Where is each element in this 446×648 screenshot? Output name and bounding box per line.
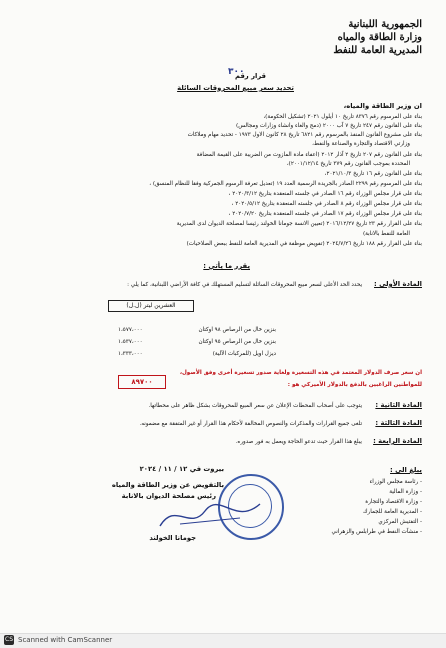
price-row-value: ١،٥٣٧،٠٠٠ (118, 339, 143, 345)
handwritten-signature (150, 496, 270, 536)
exchange-line1: ان سعر صرف الدولار المعتمد في هذه التسعيرة ولغاية صدور تسعيرة أخرى وفق الأصول، (179, 370, 422, 376)
article4-text: يبلغ هذا القرار حيث تدعو الحاجة ويعمل به فور صدوره. (235, 439, 362, 445)
distribution-item: - رئاسة مجلس الوزراء (369, 479, 422, 485)
signature-title: رئيس مصلحة الديوان بالانابة (121, 492, 216, 500)
preamble-line: بناء على المرسوم رقم ٢٢٩٩ الصادر بالجريدة الرسمية العدد ١٩ (تعديل تعرفة الرسوم الجمركية وفقا للنظام المنسق) ، (149, 181, 422, 187)
preamble-line: بناء على القرار رقم ١٨٨ تاريخ ٢٠٢٤/٧/٢٦ (تفويض موظفة في المديرية العامة للنفط ببعض الصلاحيات) (186, 241, 422, 247)
camscanner-icon: CS (5, 636, 13, 643)
price-row-product: بنزين خال من الرصاص ٩٨ اوكتان (198, 327, 276, 333)
article3-text: تلغى جميع القرارات والمذكرات والنصوص المخالفة لأحكام هذا القرار أو غير المتفقة مع مضمونه. (139, 421, 362, 427)
signature-date: بيروت في ١٢ / ١١ / ٢٠٢٤ (139, 465, 224, 473)
article4-label: المادة الرابعة : (373, 437, 422, 445)
price-row-value: ١،٣٣٣،٠٠٠ (118, 351, 143, 357)
scanner-label: Scanned with CamScanner (18, 636, 113, 644)
distribution-title: يبلغ الى : (390, 466, 422, 474)
article2-text: يتوجب على أصحاب المحطات الإعلان عن سعر المبيع للمحروقات بشكل ظاهر على محطاتها. (148, 403, 362, 409)
preamble-line: المحددة بموجب القانون رقم ٣٧٩ تاريخ ٢٠٠١/١٢/١٤)، (286, 161, 410, 167)
distribution-item: - وزارة المالية (389, 489, 422, 495)
signature-name: جومانا الخولند (149, 534, 196, 542)
decision-subject: تحديد سعر مبيع المحروقات السائلة (177, 84, 294, 92)
exchange-rate-box: ٨٩٧٠٠ (118, 375, 166, 389)
header-republic: الجمهورية اللبنانية (348, 19, 422, 30)
header-ministry: وزارة الطاقة والمياه (337, 32, 422, 43)
preamble-line: بناء على قرار مجلس الوزراء رقم ١٧ الصادر في جلسته المنعقدة بتاريخ ٢٠٢٠/٧/٢٠ ، (228, 211, 422, 217)
scanner-footer (0, 633, 446, 648)
exchange-line2: للمواطنين الراغبين بالدفع بالدولار الأميركي هو : (287, 382, 422, 388)
price-row-product: ديزل اويل (للمركبات الآلية) (212, 351, 276, 357)
distribution-item: - وزارة الاقتصاد والتجارة (365, 499, 422, 505)
header-directorate: المديرية العامة للنفط (333, 45, 422, 56)
distribution-item: - المديرية العامة للجمارك (362, 509, 422, 515)
signature-delegation: بالتفويض عن وزير الطاقة والمياه (111, 481, 224, 489)
preamble-line: بناء على مشروع القانون المنفذ بالمرسوم رقم ٦٨٢١ تاريخ ٢٨ كانون الاول ١٩٧٣ - تحديد مهام وملاكات (187, 132, 422, 138)
preamble-line: بناء على قرار مجلس الوزراء رقم ١٦ الصادر في جلسته المنعقدة بتاريخ ٢٠٢٠/٣/١٢ ، (228, 191, 422, 197)
distribution-item: - التفتيش المركزي (378, 519, 422, 525)
preamble-line: بناء على المرسوم رقم ٨٣٧٦ تاريخ ١٠ أيلول ٢٠٢١ (تشكيل الحكومة)، (263, 114, 422, 120)
preamble-line: بناء على القانون رقم ٢٤٧ تاريخ ٧ آب ٢٠٠٠ (دمج والغاء وانشاء وزارات ومجالس) (236, 123, 422, 129)
price-row-product: بنزين خال من الرصاص ٩٥ اوكتان (198, 339, 276, 345)
article2-label: المادة الثانية : (375, 401, 422, 409)
preamble-line: بناء على القانون رقم ١٦ تاريخ ٢٠٢١/١٠/٣، (324, 171, 422, 177)
decision-number: ٣٠٠ (228, 67, 245, 77)
preamble-line: بناء على قرار مجلس الوزراء رقم ٨ الصادر في جلسته المنعقدة بتاريخ ٢٠٢٠/٥/١٢ ، (231, 201, 422, 207)
price-table-header: (ل.ل) العشرين ليتر (108, 300, 194, 312)
decides-heading: يقرر ما يأتي : (203, 262, 250, 270)
decision-number-label: قرار رقم (235, 72, 266, 80)
article3-label: المادة الثالثة : (375, 419, 422, 427)
preamble-intro: ان وزير الطاقة والمياه، (343, 102, 422, 110)
preamble-line: وزارتي الاقتصاد والتجارة والصناعة والنفط، (312, 141, 410, 147)
price-row-value: ١،٥٧٧،٠٠٠ (118, 327, 143, 333)
preamble-line: بناء على القرار رقم ٢٣ تاريخ ٢٠١٦/١٢/٢٧ (تعيين الانسة جومانا الخولند رئيسا لمصلحة الديوان لدى المديرية (176, 221, 422, 227)
article1-text: يحدد الحد الأعلى لسعر مبيع المحروقات السائلة لتسليم المستهلك في كافة الأراضي اللبنانية، كما يلي : (127, 282, 362, 288)
preamble-line: العامة للنفط بالانابة) (362, 231, 410, 237)
article1-label: المادة الأولى : (374, 280, 422, 288)
distribution-item: - منشآت النفط في طرابلس والزهراني (331, 529, 422, 535)
preamble-line: بناء على القانون رقم ٢٠٧ تاريخ ٢ آذار ٢٠١٢ (اعفاء مادة المازوت من الضريبة على القيمة المضافة (196, 152, 422, 158)
